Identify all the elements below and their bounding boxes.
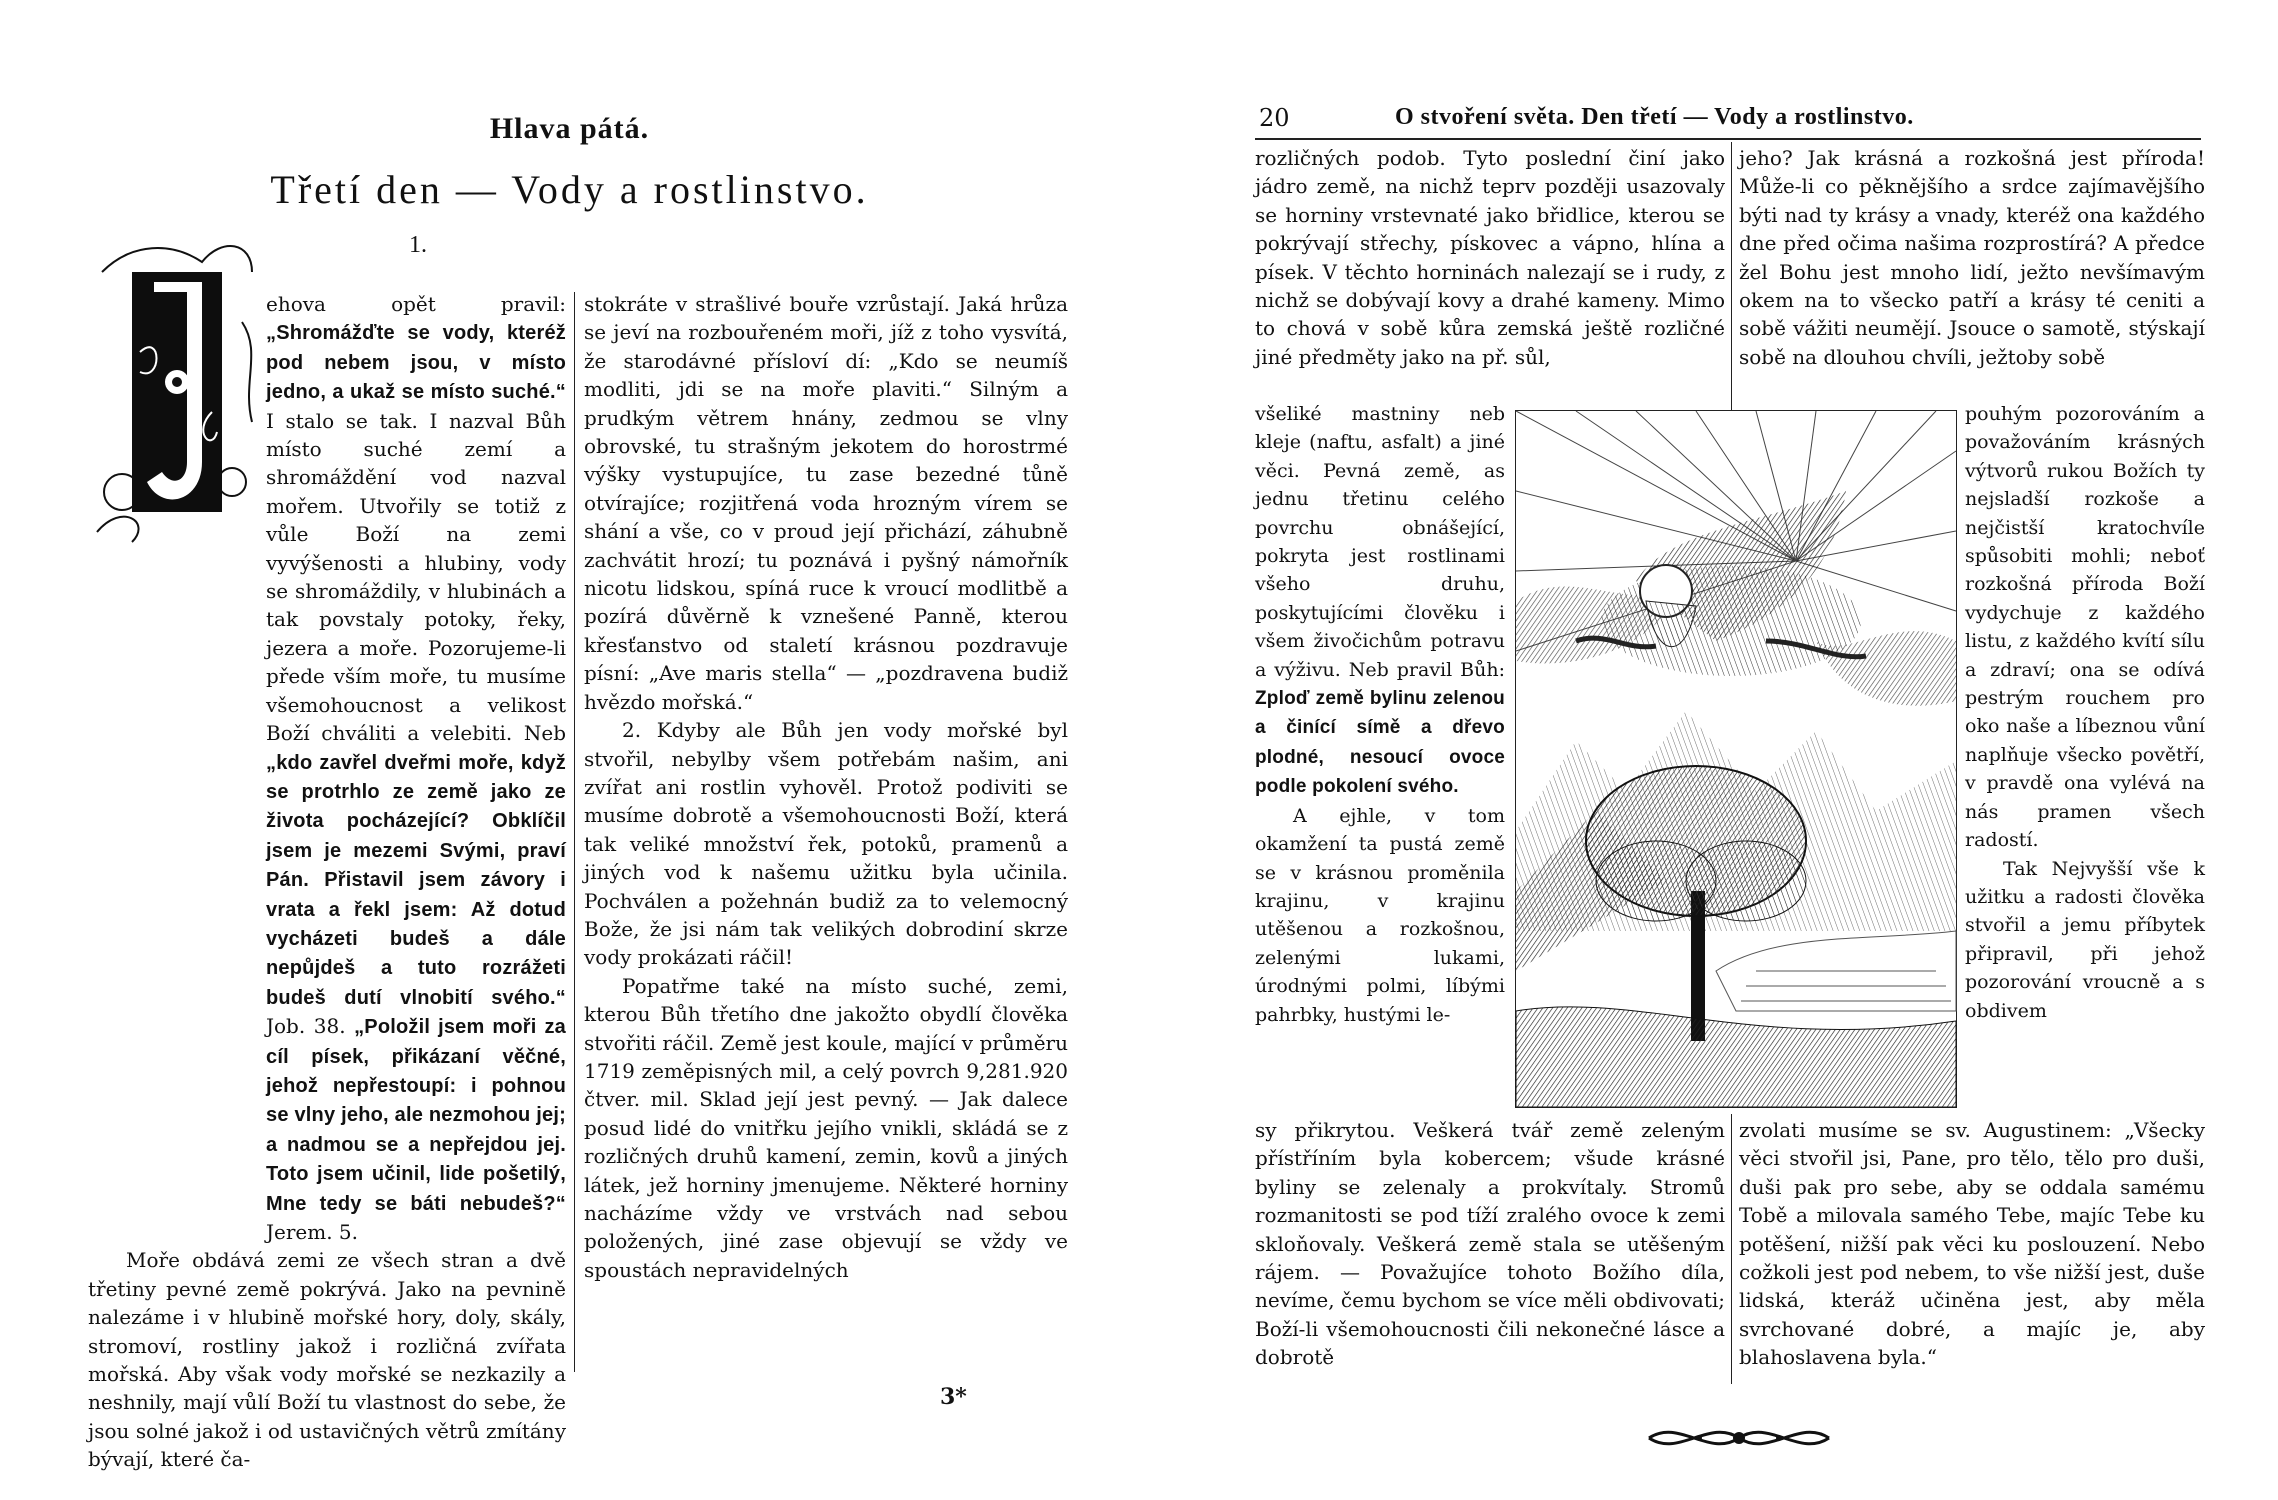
- column-divider: [1731, 1114, 1732, 1384]
- paragraph: Popatřme také na místo suché, zemi, kterou Bůh třetího dne jakožto obydlí člověka stvořiti ráčil. Země jest koule, mající v průměru 1719 zeměpisných mil, a celý povrch 9,281.920 čtver. mil. Sklad její jest pevný. — Jak dalece posud lidé do vnitřku jejího vnikli, skládá se z rozličných druhů kamení, zemin, kovů a jiných látek, jež horniny jmenujeme. Některé horniny nacházíme vždy ve vrstvách nad sebou položených, jiné zase objevují se vždy ve spoustách nepravidelných: [584, 973, 1068, 1282]
- running-head: O stvoření světa. Den třetí — Vody a rostlinstvo.: [1395, 104, 1914, 130]
- ornamental-tailpiece-icon: [1639, 1418, 1839, 1458]
- paragraph: Moře obdává zemi ze všech stran a dvě třetiny pevné země pokrývá. Jako na pevnině nalezáme i v hlubině mořské hory, doly, skály, stromoví, rostliny jakož i rozličná zvířata mořská. Aby však vody mořské se nezkazily a neshnily, mají vůlí Boží tu vlastnost do sebe, že jsou solné jakož i od ustavičných větrů zmítány bývají, které ča-: [88, 1248, 566, 1472]
- right-page-column-2-top: [1739, 144, 2205, 400]
- paragraph: rozličných podob. Tyto poslední činí jako jádro země, na nichž teprv později usazovaly se horniny vrstevnaté jako břidlice, kterou se pokrývají střechy, pískovec a vápno, hlína a písek. V těchto horninách nalezají se i rudy, z nichž se dobývají kovy a drahé kameny. Mimo to chová v sobě kůra zemská ještě rozličné jiné předměty jako na př. sůl,: [1255, 146, 1725, 369]
- right-page-column-1-bottom: [1255, 1116, 1725, 1386]
- paragraph-text: všeliké mastniny neb kleje (naftu, asfalt) a jiné věci. Pevná země, as jednu třetinu celého povrchu obnášející, pokryta jest rostlinami všeho druhu, poskytujícími člověku i všem živočichům potravu a výživu. Neb pravil Bůh:: [1255, 403, 1505, 681]
- right-page-column-2-bottom: [1739, 1116, 2205, 1386]
- paragraph: Tak Nejvyšší vše k užitku a radosti člověka stvořil a jemu příbytek připravil, při jehož pozorování vroucně a s obdivem: [1965, 857, 2205, 1022]
- section-number: 1.: [409, 232, 427, 258]
- citation: Job. 38.: [266, 1014, 355, 1039]
- signature-mark: 3*: [940, 1384, 967, 1410]
- paragraph: [88, 290, 566, 1246]
- paragraph-text: I stalo se tak. I nazval Bůh místo suché zemí a shromáždění vod nazval mořem. Utvořily se totiž z vůle Boží na zemi vyvýšenosti a hlubiny, vody se shromáždily, v hlubinách a tak povstaly potoky, řeky, jezera a moře. Pozorujeme-li přede vším moře, tu musíme všemohoucnost a velikost Boží chváliti a velebiti. Neb: [266, 408, 566, 746]
- right-page-column-1-narrow: [1255, 400, 1505, 1114]
- paragraph: A ejhle, v tom okamžení ta pustá země se v krásnou proměnila krajinu, v krajinu utěšenou a rozkošnou, zelenými lukami, úrodnými polmi, líbými pahrbky, hustými le-: [1255, 804, 1505, 1026]
- chapter-title: Hlava pátá.: [489, 112, 650, 145]
- left-page-column-2: [584, 290, 1068, 1380]
- page-number: 20: [1259, 104, 1290, 132]
- paragraph: [1255, 400, 1505, 802]
- column-divider: [574, 292, 575, 1372]
- paragraph: stokráte v strašlivé bouře vzrůstají. Jaká hrůza se jeví na rozbouřeném moři, jíž z toho vysvítá, že starodávné přísloví dí: „Kdo se neumíš modliti, jdi se na moře plaviti.“ Silným a prudkým větrem hnány, zedmou se vlny obrovské, tu strašným jekotem do horostrmé výšky vystupujíce, tu zase bezedné tůně otvírajíce; rozjitřená voda hrozným vírem se shání a vše, co v proud její přichází, záhubně zachvátit hrozí; tu poznává i pyšný námořník nicotu lidskou, spíná ruce k vroucí modlitbě a pozírá důvěrně k vznešené Panně, kterou křesťanstvo od staletí krásnou pozdravuje písní: „Ave maris stella“ — „pozdravena budiž hvězdo mořská.“: [584, 292, 1068, 714]
- chapter-subtitle: Třetí den — Vody a rostlinstvo.: [270, 167, 869, 212]
- paragraph-text: ehova opět pravil:: [266, 292, 566, 316]
- header-rule: [1255, 138, 2201, 140]
- bold-quote: „Shromážďte se vody, kteréž pod nebem jsou, v místo jedno, a ukaž se místo suché.“: [266, 322, 566, 404]
- paragraph: jeho? Jak krásná a rozkošná jest příroda! Může-li co pěknějšího a srdce zajímavějšího býti nad ty krásy a vnady, kteréž ona každého dne před očima našima rozprostírá? A předce žel Bohu jest mnoho lidí, ježto nevšímavým okem na to všecko patří a krásy té ceniti a sobě vážiti neumějí. Jsouce o samotě, stýskají sobě na dlouhou chvíli, ježtoby sobě: [1739, 146, 2205, 369]
- citation: Jerem. 5.: [266, 1220, 359, 1244]
- creation-engraving-illustration: [1515, 410, 1957, 1108]
- bold-quote: „Položil jsem moři za cíl písek, přikázaní věčné, jehož nepřestoupí: i pohnou se vlny jeho, ale nezmohou jej; a nadmou se a nepřejdou jej. Toto jsem učinil, lide pošetilý, Mne tedy se báti nebudeš?“: [266, 1016, 566, 1215]
- paragraph: 2. Kdyby ale Bůh jen vody mořské byl stvořil, nebylby všem potřebám našim, ani zvířat ani rostlin vyhověl. Protož podiviti se musíme dobrotě a všemohoucnosti Boží, která tak veliké množství řek, potoků, pramenů a jiných vod k našemu užitku byla učinila. Pochválen a požehnán budiž za to velemocný Bože, že jsi nám tak velikých dobrodiní skrze vody prokázati ráčil!: [584, 718, 1068, 970]
- right-page-column-2-narrow: [1965, 400, 2205, 1114]
- left-page-column-1: [88, 290, 566, 1472]
- bold-quote: Zploď země bylinu zelenou a činící símě a dřevo plodné, nesoucí ovoce podle pokolení svého.: [1255, 688, 1505, 798]
- bold-quote: „kdo zavřel dveřmi moře, když se protrhlo ze země jako ze života pocházející? Obklíčil jsem je mezemi Svými, praví Pán. Přistavil jsem závory i vrata a řekl jsem: Až dotud vycházeti budeš a dále nepůjdeš a tuto rozrážeti budeš dutí vlnobití svého.“: [266, 751, 566, 1009]
- paragraph: zvolati musíme se sv. Augustinem: „Všecky věci stvořil jsi, Pane, pro tělo, tělo pro duši, duši pak pro sebe, aby se oddala samému Tobě a milovala samého Tebe, majíc Tebe ku potěšení, nižší pak věci ku poslouzení. Nebo cožkoli jest pod nebem, to vše nižší jest, duše lidská, kteráž učiněna jest, aby měla svrchované dobré, a majíc je, aby blahoslavena byla.“: [1739, 1118, 2205, 1370]
- right-page: [1139, 0, 2278, 1500]
- paragraph: pouhým pozorováním a považováním krásných výtvorů rukou Božích ty nejsladší rozkoše a nejčistší kratochvíle spůsobiti mohli; neboť rozkošná příroda Boží vydychuje z každého listu, z každého kvítí sílu a zdraví; ona se odívá pestrým rouchem pro oko naše a líbeznou vůní naplňuje všecko povětří, v pravdě ona vylévá na nás pramen všech radostí.: [1965, 403, 2205, 852]
- column-divider: [1731, 142, 1732, 410]
- paragraph: sy přikrytou. Veškerá tvář země zeleným přístříním byla kobercem; všude krásné byliny se zelenaly a prokvítaly. Stromů rozmanitosti se pod tíží zralého ovoce k zemi skloňovaly. Veškerá země stala se utěšeným rájem. — Považujíce tohoto Božího díla, nevíme, čemu bychom se více měli obdivovati; Boží-li všemohoucnosti čili nekonečné lásce a dobrotě: [1255, 1118, 1725, 1370]
- right-page-column-1-top: [1255, 144, 1725, 400]
